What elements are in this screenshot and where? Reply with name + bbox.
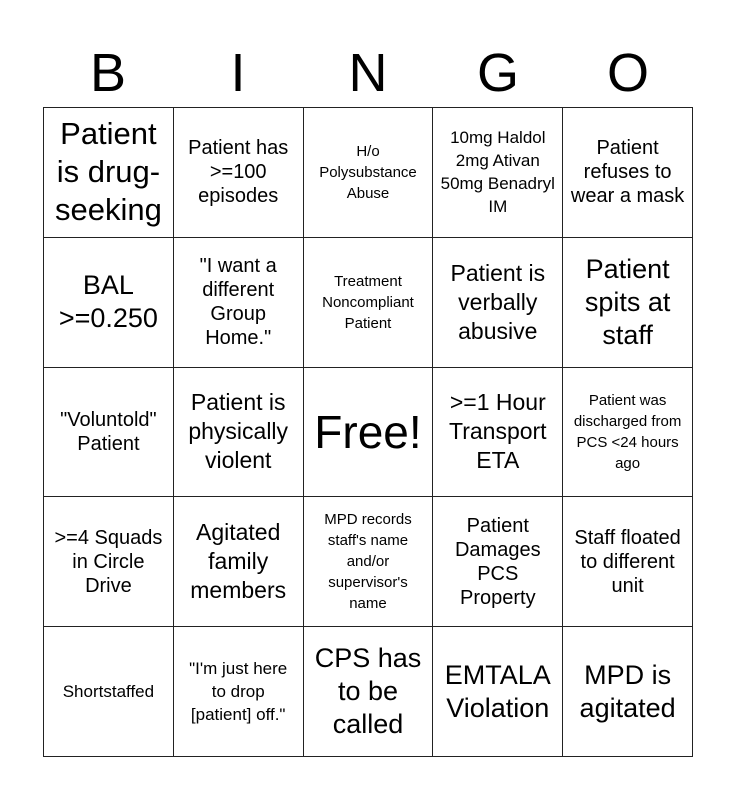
bingo-cell[interactable]: Agitated family members <box>174 497 304 627</box>
bingo-cell[interactable]: Patient refuses to wear a mask <box>563 108 693 238</box>
bingo-cell[interactable]: >=1 Hour Transport ETA <box>433 368 563 498</box>
bingo-cell[interactable]: Staff floated to different unit <box>563 497 693 627</box>
bingo-cell[interactable]: Patient has >=100 episodes <box>174 108 304 238</box>
bingo-cell[interactable]: Patient is verbally abusive <box>433 238 563 368</box>
bingo-cell[interactable]: MPD is agitated <box>563 627 693 757</box>
bingo-cell[interactable]: 10mg Haldol 2mg Ativan 50mg Benadryl IM <box>433 108 563 238</box>
bingo-cell[interactable]: H/o Polysubstance Abuse <box>304 108 434 238</box>
header-letter-b: B <box>89 43 127 103</box>
bingo-cell[interactable]: "I'm just here to drop [patient] off." <box>174 627 304 757</box>
bingo-cell[interactable]: >=4 Squads in Circle Drive <box>44 497 174 627</box>
header-letter-i: I <box>230 43 246 103</box>
bingo-cell[interactable]: Treatment Noncompliant Patient <box>304 238 434 368</box>
bingo-cell[interactable]: MPD records staff's name and/or supervisor's name <box>304 497 434 627</box>
bingo-card-grid <box>43 107 693 757</box>
bingo-cell[interactable]: Patient is physically violent <box>174 368 304 498</box>
free-space-cell[interactable]: Free! <box>304 368 434 498</box>
bingo-cell[interactable]: BAL >=0.250 <box>44 238 174 368</box>
bingo-cell[interactable]: Patient was discharged from PCS <24 hours ago <box>563 368 693 498</box>
bingo-cell[interactable]: "I want a different Group Home." <box>174 238 304 368</box>
bingo-cell[interactable]: EMTALA Violation <box>433 627 563 757</box>
bingo-cell[interactable]: Patient spits at staff <box>563 238 693 368</box>
bingo-header <box>43 38 693 108</box>
bingo-cell[interactable]: Shortstaffed <box>44 627 174 757</box>
header-letter-o: O <box>606 43 649 103</box>
bingo-cell[interactable]: "Voluntold" Patient <box>44 368 174 498</box>
bingo-cell[interactable]: CPS has to be called <box>304 627 434 757</box>
bingo-cell[interactable]: Patient is drug-seeking <box>44 108 174 238</box>
bingo-cell[interactable]: Patient Damages PCS Property <box>433 497 563 627</box>
header-letter-g: G <box>476 43 519 103</box>
header-letter-n: N <box>348 43 388 103</box>
